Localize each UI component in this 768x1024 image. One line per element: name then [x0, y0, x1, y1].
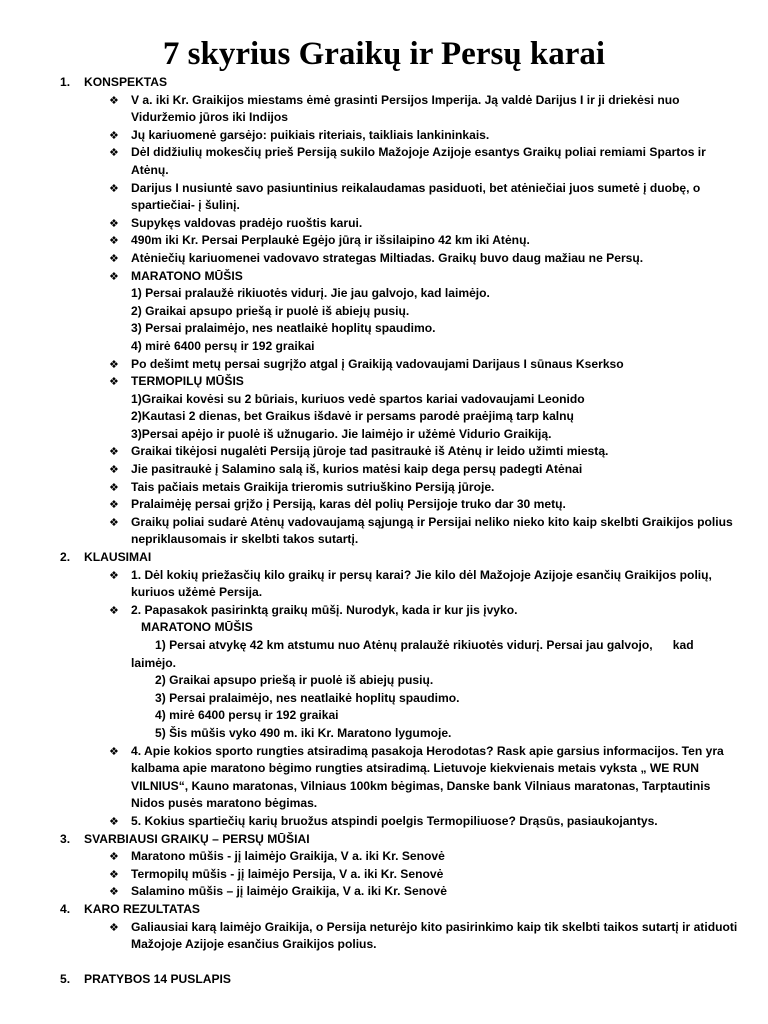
diamond-bullet-icon: ❖: [109, 146, 119, 160]
diamond-bullet-icon: ❖: [109, 375, 119, 389]
section-number: 5.: [60, 972, 71, 987]
diamond-bullet-icon: ❖: [109, 850, 119, 864]
section-heading: KONSPEKTAS: [84, 75, 168, 89]
list-item: ❖ Atėniečių kariuomenei vadovavo strategas Miltiadas. Graikų buvo daug mažiau ne Persų.: [131, 250, 738, 268]
list-item: ❖ TERMOPILŲ MŪŠIS: [131, 373, 738, 391]
diamond-bullet-icon: ❖: [109, 357, 119, 371]
questions-list: [60, 567, 738, 620]
section-workbook: [60, 971, 738, 989]
document-body: [0, 74, 768, 989]
answer-point: 2) Graikai apsupo priešą ir puolė iš abiejų pusių.: [155, 673, 434, 688]
section-number: 4.: [60, 901, 71, 916]
marathon-point: 3) Persai pralaimėjo, nes neatlaikė hoplitų spaudimo.: [131, 321, 436, 336]
answer-point: 1) Persai atvykę 42 km atstumu nuo Atėnų pralaužė rikiuotės vidurį. Persai jau galvojo, kad: [155, 638, 694, 652]
diamond-bullet-icon: ❖: [109, 181, 119, 195]
section-number: 3.: [60, 831, 71, 846]
diamond-bullet-icon: ❖: [109, 568, 119, 582]
diamond-bullet-icon: ❖: [109, 498, 119, 512]
battles-list: [60, 848, 738, 901]
list-item: ❖ 490m iki Kr. Persai Perplaukė Egėjo jūrą ir išsilaipino 42 km iki Atėnų.: [131, 232, 738, 250]
diamond-bullet-icon: ❖: [109, 128, 119, 142]
konspektas-list: [60, 92, 738, 286]
diamond-bullet-icon: ❖: [109, 216, 119, 230]
section-konspektas: [60, 74, 738, 92]
section-heading: SVARBIAUSI GRAIKŲ – PERSŲ MŪŠIAI: [84, 831, 310, 846]
list-item: ❖ 5. Kokius spartiečių karių bruožus atspindi poelgis Termopiliuose? Drąsūs, pasiaukojantys.: [131, 813, 738, 831]
list-item: ❖ MARATONO MŪŠIS: [131, 268, 738, 286]
marathon-point: 1) Persai pralaužė rikiuotės vidurį. Jie jau galvojo, kad laimėjo.: [131, 286, 490, 301]
section-heading: PRATYBOS 14 PUSLAPIS: [84, 972, 231, 987]
marathon-point: 4) mirė 6400 persų ir 192 graikai: [131, 338, 315, 353]
diamond-bullet-icon: ❖: [109, 463, 119, 477]
answer-point: 3) Persai pralaimėjo, nes neatlaikė hoplitų spaudimo.: [155, 690, 460, 705]
diamond-bullet-icon: ❖: [109, 93, 119, 107]
list-item: ❖ Dėl didžiulių mokesčių prieš Persiją sukilo Mažojoje Azijoje esantys Graikų poliai remiami Spartos ir Atėnų.: [109, 145, 706, 177]
diamond-bullet-icon: ❖: [109, 885, 119, 899]
list-item: ❖ Pralaimėję persai grįžo į Persiją, karas dėl polių Persijoje truko dar 30 metų.: [131, 496, 738, 514]
answer-point: 5) Šis mūšis vyko 490 m. iki Kr. Maratono lygumoje.: [155, 725, 452, 740]
diamond-bullet-icon: ❖: [109, 445, 119, 459]
diamond-bullet-icon: ❖: [109, 867, 119, 881]
section-klausimai: [60, 549, 738, 567]
diamond-bullet-icon: ❖: [109, 814, 119, 828]
list-item: ❖ Tais pačiais metais Graikija trieromis sutriuškino Persiją jūroje.: [131, 479, 738, 497]
result-list: [60, 919, 738, 954]
list-item: ❖ 1. Dėl kokių priežasčių kilo graikų ir persų karai? Jie kilo dėl Mažojoje Azijoje esančių Graikijos polių, kuriuos užėmė Persija.: [109, 567, 712, 600]
section-number: 2.: [60, 550, 71, 565]
list-item: ❖ V a. iki Kr. Graikijos miestams ėmė grasinti Persijos Imperija. Ją valdė Darijus I ir ji driekėsi nuo Viduržemio jūros iki Indijos: [109, 92, 680, 125]
thermopylae-point: 2)Kautasi 2 dienas, bet Graikus išdavė ir persams parodė praėjimą tarp kalnų: [131, 409, 574, 424]
questions-list-2: [60, 743, 738, 831]
diamond-bullet-icon: ❖: [109, 515, 119, 529]
diamond-bullet-icon: ❖: [109, 234, 119, 248]
list-item: ❖ Graikai tikėjosi nugalėti Persiją jūroje tad pasitraukė iš Atėnų ir leido užimti miestą.: [131, 443, 738, 461]
list-item: ❖ Galiausiai karą laimėjo Graikija, o Persija neturėjo kito pasirinkimo kaip tik skelbti taikos sutartį ir atiduoti Mažojoje Azijoje esančius Graikijos polius.: [109, 919, 738, 952]
list-item: ❖ Darijus I nusiuntė savo pasiuntinius reikalaudamas pasiduoti, bet atėniečiai juos sumetė į duobę, o spartiečiai- į šulinį.: [109, 180, 701, 213]
list-item: ❖ Termopilų mūšis - jį laimėjo Persija, V a. iki Kr. Senovė: [131, 866, 738, 884]
list-item: ❖ Graikų poliai sudarė Atėnų vadovaujamą sąjungą ir Persijai neliko nieko kito kaip skelbti Graikijos polius nepriklausomais ir skelbti takos sutartį.: [109, 514, 733, 547]
diamond-bullet-icon: ❖: [109, 251, 119, 265]
section-heading: KARO REZULTATAS: [84, 901, 200, 916]
section-heading: KLAUSIMAI: [84, 550, 152, 565]
answer-point-continuation: laimėjo.: [131, 655, 177, 670]
list-item: ❖ Salamino mūšis – jį laimėjo Graikija, V a. iki Kr. Senovė: [131, 883, 738, 901]
marathon-point: 2) Graikai apsupo priešą ir puolė iš abiejų pusių.: [131, 303, 410, 318]
list-item: ❖ Jie pasitraukė į Salamino salą iš, kurios matėsi kaip dega persų padegti Atėnai: [131, 461, 738, 479]
section-result: [60, 901, 738, 919]
list-item: ❖ 2. Papasakok pasirinktą graikų mūšį. Nurodyk, kada ir kur jis įvyko.: [131, 602, 738, 620]
list-item: ❖ Po dešimt metų persai sugrįžo atgal į Graikiją vadovaujami Darijaus I sūnaus Kserkso: [131, 356, 738, 374]
diamond-bullet-icon: ❖: [109, 269, 119, 283]
answer-heading: MARATONO MŪŠIS: [141, 620, 253, 635]
list-item: ❖ Supykęs valdovas pradėjo ruoštis karui.: [131, 215, 738, 233]
thermopylae-point: 1)Graikai kovėsi su 2 būriais, kuriuos vedė spartos kariai vadovaujami Leonido: [131, 391, 585, 406]
thermopylae-point: 3)Persai apėjo ir puolė iš užnugario. Jie laimėjo ir užėmė Vidurio Graikiją.: [131, 426, 552, 441]
list-item: ❖ Maratono mūšis - jį laimėjo Graikija, V a. iki Kr. Senovė: [131, 848, 738, 866]
list-item: ❖ Jų kariuomenė garsėjo: puikiais riteriais, taikliais lankininkais.: [131, 127, 738, 145]
diamond-bullet-icon: ❖: [109, 920, 119, 934]
answer-point: 4) mirė 6400 persų ir 192 graikai: [155, 708, 339, 723]
diamond-bullet-icon: ❖: [109, 603, 119, 617]
section-number: 1.: [60, 75, 71, 89]
diamond-bullet-icon: ❖: [109, 744, 119, 758]
page-title: 7 skyrius Graikų ir Persų karai: [162, 36, 606, 72]
section-battles: [60, 831, 738, 849]
konspektas-list-2: [60, 356, 738, 391]
blank-line: [60, 954, 738, 972]
diamond-bullet-icon: ❖: [109, 480, 119, 494]
konspektas-list-3: [60, 443, 738, 549]
list-item: ❖ 4. Apie kokios sporto rungties atsiradimą pasakoja Herodotas? Rask apie garsius informacijos. Ten yra kalbama apie maratono bėgimo rungties atsiradimą. Lietuvoje kiekvienais metais vyksta „ WE RUN VILNIUS“, Kauno maratonas, Vilniaus 100km bėgimas, Danske bank Vilniaus maratonas, Tarptautinis Nidos pusės maratono bėgimas.: [109, 743, 724, 811]
